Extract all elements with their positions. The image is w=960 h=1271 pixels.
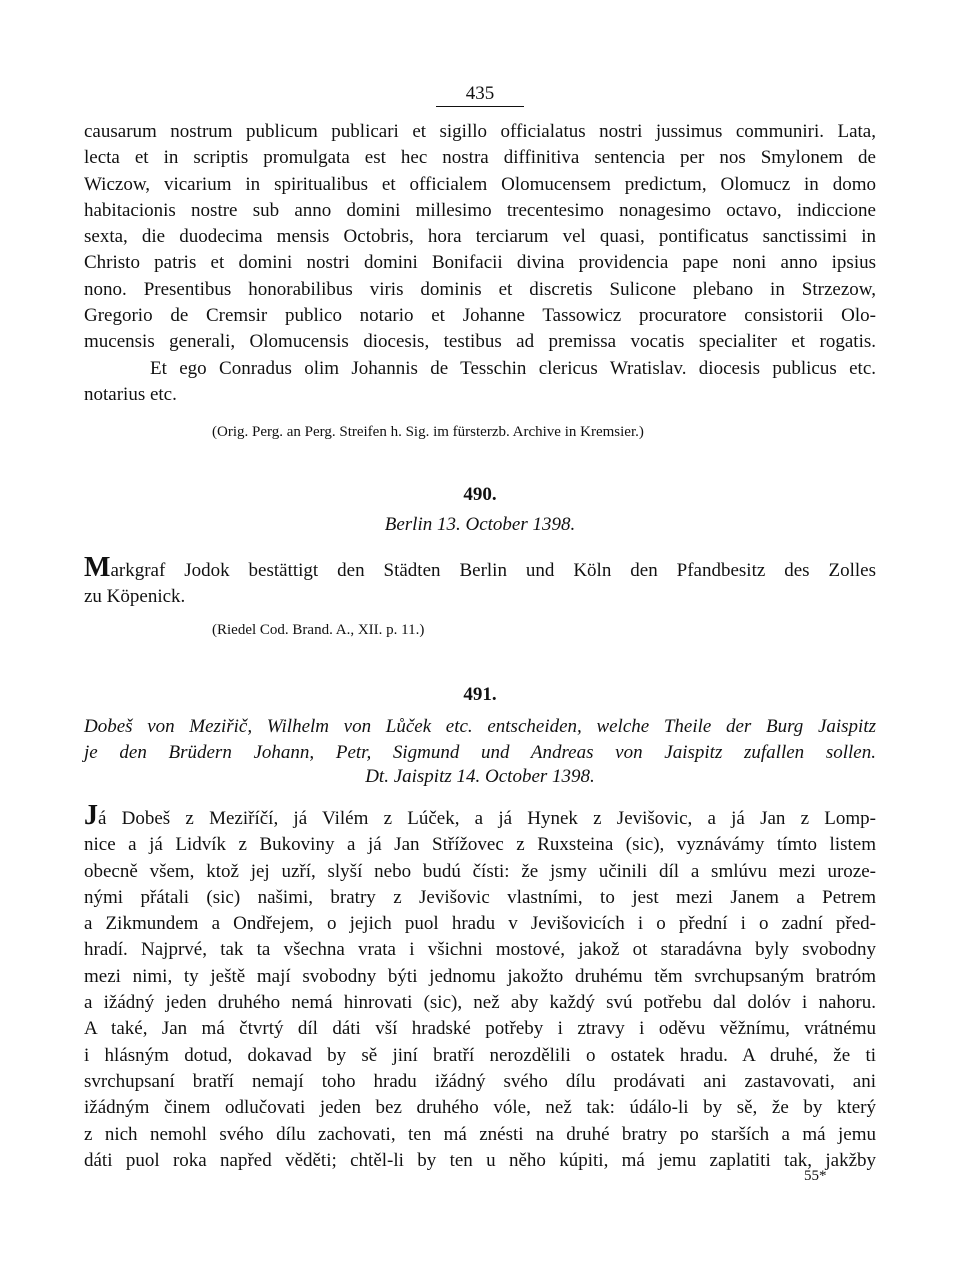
document-490-place-date: Berlin 13. October 1398. — [384, 514, 576, 535]
text-line: Gregorio de Cremsir publico notario et Johanne Tassowicz procuratore consistorii Olo- — [84, 305, 876, 327]
text-line — [84, 552, 876, 584]
notary-line: notarius etc. — [84, 383, 177, 405]
text-line: dáti puol roka napřed věděti; chtěl-li by ten u něho kúpiti, má jemu zaplatiti tak, jakžby — [84, 1149, 876, 1171]
drop-cap: J — [84, 800, 98, 831]
document-number-491: 491. — [463, 684, 497, 705]
text-line: i hlásným dotud, dokavad by sě jiní bratří nerozdělili o ostatek hradu. A druhé, že ti — [84, 1044, 876, 1066]
text-line: Wiczow, vicarium in spiritualibus et officialem Olomucensem predictum, Olomucz in domo — [84, 173, 876, 195]
summary-line: Dobeš von Meziřič, Wilhelm von Lůček etc. entscheiden, welche Theile der Burg Jaispitz — [84, 716, 876, 737]
document-490-source-note: (Riedel Cod. Brand. A., XII. p. 11.) — [212, 622, 425, 638]
intro-paragraph — [84, 119, 876, 408]
text-line-body: á Dobeš z Meziříčí, já Vilém z Lúček, a já Hynek z Jevišovic, a já Jan z Lomp- — [98, 808, 876, 829]
intro-source-note: (Orig. Perg. an Perg. Streifen h. Sig. im fürsterzb. Archive in Kremsier.) — [212, 424, 644, 440]
text-line: ižádným činem odlučovati jeden bez druhého vóle, než tak: údálo-li by sě, že by který — [84, 1097, 876, 1119]
document-page — [84, 0, 876, 1271]
text-line: causarum nostrum publicum publicari et sigillo officialatus nostri jussimus communiri. Lata, — [84, 121, 876, 142]
text-line: sexta, die duodecima mensis Octobris, hora terciarum vel quasi, pontificatus sanctissimi in — [84, 226, 876, 248]
text-line: mucensis generali, Olomucensis diocesis, testibus ad premissa vocatis specialiter et rogatis. — [84, 331, 876, 353]
text-line: nými přátali (sic) našimi, bratry z Jevišovic vlastními, to jest mezi Janem a Petrem — [84, 886, 876, 908]
page-number-rule — [436, 106, 524, 107]
notary-line: Et ego Conradus olim Johannis de Tesschin clericus Wratislav. diocesis publicus etc. — [150, 357, 876, 379]
document-number-490: 490. — [463, 484, 497, 505]
document-490-text — [84, 552, 876, 611]
text-line: svrchupsaní bratří nemají toho hradu ižádný svého dílu prodávati ani zastavovati, ani — [84, 1070, 876, 1092]
signature-mark: 55* — [804, 1168, 827, 1184]
text-line-body: arkgraf Jodok bestättigt den Städten Berlin und Köln den Pfandbesitz des Zolles — [110, 560, 876, 581]
document-491-text — [84, 800, 876, 1174]
text-line: nice a já Lidvík z Bukoviny a já Jan Střížovec z Ruxsteina (sic), vyznávámy tímto listem — [84, 834, 876, 856]
text-line: lecta et in scriptis promulgata est hec nostra diffinitiva sentencia per nos Smylonem de — [84, 147, 876, 169]
text-line: z nich nemohl svého dílu zachovati, ten má znésti na druhé bratry po starších a má jemu — [84, 1123, 876, 1145]
text-line: a ižádný jeden druhého nemá hinrovati (sic), než aby každý svú potřebu dal dolóv i nahoru. — [84, 992, 876, 1014]
text-line: a Zikmundem a Ondřejem, o jejich puol hradu v Jevišovicích i o přední i o zadní před- — [84, 913, 876, 935]
text-line: nono. Presentibus honorabilibus viris dominis et discretis Sulicone plebano in Strzezow, — [84, 278, 876, 300]
page-number: 435 — [465, 83, 495, 104]
text-line: Christo patris et domini nostri domini Bonifacii divina providencia pape noni anno ipsius — [84, 252, 876, 274]
document-491-summary — [84, 714, 876, 766]
text-line: A také, Jan má čtvrtý díl dáti vší hradské potřeby i ztravy i oděvu věžnímu, vrátnému — [84, 1018, 876, 1040]
summary-line: je den Brüdern Johann, Petr, Sigmund und Andreas von Jaispitz zufallen sollen. — [84, 742, 876, 763]
text-line — [84, 800, 876, 832]
document-491-place-date: Dt. Jaispitz 14. October 1398. — [365, 766, 595, 787]
text-line: obecně všem, ktož jej uzří, slyší nebo budú čísti: že jsmy učinili díl a smlúvu mezi uroze- — [84, 860, 876, 882]
text-line: mezi nimi, ty ještě mají svobodny býti jednomu jakožto druhému těm svrchupsaným bratróm — [84, 965, 876, 987]
drop-cap: M — [84, 552, 111, 583]
text-line: habitacionis nostre sub anno domini millesimo trecentesimo nonagesimo octavo, indiccione — [84, 199, 876, 221]
text-line: hradí. Najprvé, tak ta všechna vrata i všichni mostové, jakož ot staradávna byly svobodny — [84, 939, 876, 961]
text-line: zu Köpenick. — [84, 586, 186, 608]
